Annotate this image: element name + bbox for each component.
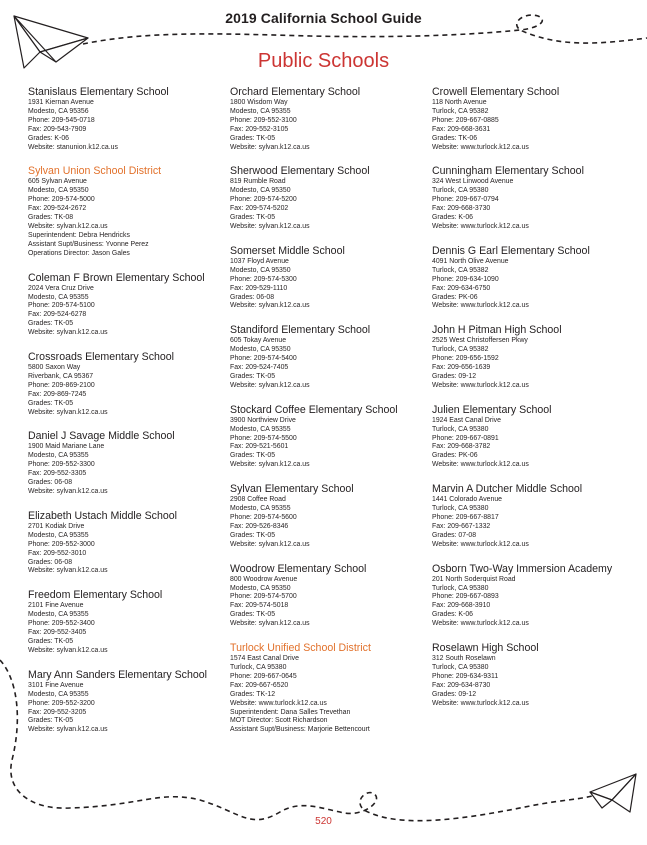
website: Website: www.turlock.k12.ca.us	[432, 540, 529, 548]
street-address: 819 Rumble Road	[230, 178, 286, 186]
staff-contact: Operations Director: Jason Gales	[28, 249, 130, 257]
school-name: John H Pitman High School	[432, 324, 562, 337]
grade-range: Grades: K-06	[432, 214, 473, 222]
school-name: Dennis G Earl Elementary School	[432, 244, 590, 257]
phone-number: Phone: 209-574-5400	[230, 355, 297, 363]
school-entry	[28, 510, 228, 576]
website: Website: sylvan.k12.ca.us	[28, 646, 108, 654]
school-entry	[230, 165, 430, 231]
school-entry	[432, 86, 632, 152]
phone-number: Phone: 209-574-5600	[230, 514, 297, 521]
school-name: Coleman F Brown Elementary School	[28, 271, 205, 284]
district-entry	[28, 165, 228, 258]
school-name: Woodrow Elementary School	[230, 562, 367, 575]
fax-number: Fax: 209-552-3205	[28, 708, 87, 716]
grade-range: Grades: TK-05	[28, 399, 74, 407]
grade-range: Grades: 09-12	[432, 690, 477, 698]
grade-range: Grades: K-06	[432, 611, 473, 619]
phone-number: Phone: 209-574-5300	[230, 275, 297, 283]
school-entry	[28, 86, 228, 152]
fax-number: Fax: 209-552-3105	[230, 125, 289, 133]
street-address: 1441 Colorado Avenue	[432, 496, 502, 504]
school-entry	[432, 165, 632, 231]
website: Website: www.turlock.k12.ca.us	[432, 461, 529, 469]
school-name: Mary Ann Sanders Elementary School	[28, 668, 208, 681]
school-column-2	[230, 86, 430, 748]
street-address: 800 Woodrow Avenue	[230, 575, 298, 583]
website: Website: sylvan.k12.ca.us	[230, 143, 310, 151]
grade-range: Grades: 06-08	[28, 558, 73, 566]
website: Website: sylvan.k12.ca.us	[230, 222, 310, 230]
phone-number: Phone: 209-574-5700	[230, 593, 297, 601]
grade-range: Grades: 07-08	[432, 531, 477, 539]
fax-number: Fax: 209-634-6750	[432, 284, 491, 292]
grade-range: Grades: TK-05	[230, 372, 276, 380]
city-state-zip: Turlock, CA 95382	[432, 107, 489, 115]
city-state-zip: Turlock, CA 95382	[432, 346, 489, 354]
district-name: Sylvan Union School District	[28, 165, 162, 178]
school-name: Roselawn High School	[432, 642, 539, 655]
street-address: 1931 Kiernan Avenue	[28, 99, 94, 106]
phone-number: Phone: 209-667-0794	[432, 196, 499, 204]
school-name: Daniel J Savage Middle School	[28, 430, 175, 443]
city-state-zip: Turlock, CA 95380	[432, 425, 489, 433]
district-entry	[230, 642, 430, 735]
grade-range: Grades: TK-05	[230, 611, 276, 619]
school-entry	[28, 351, 228, 417]
city-state-zip: Riverbank, CA 95367	[28, 372, 94, 380]
website: Website: sylvan.k12.ca.us	[230, 302, 310, 310]
school-name: Orchard Elementary School	[230, 86, 361, 98]
phone-number: Phone: 209-634-1090	[432, 275, 499, 283]
city-state-zip: Turlock, CA 95382	[432, 266, 489, 274]
street-address: 605 Tokay Avenue	[230, 337, 287, 345]
street-address: 2701 Kodiak Drive	[28, 522, 85, 530]
school-entry	[432, 404, 632, 470]
phone-number: Phone: 209-869-2100	[28, 381, 95, 389]
fax-number: Fax: 209-524-7405	[230, 364, 289, 372]
website: Website: www.turlock.k12.ca.us	[432, 381, 529, 389]
grade-range: Grades: TK-05	[28, 320, 74, 328]
street-address: 1800 Wisdom Way	[230, 99, 288, 106]
website: Website: www.turlock.k12.ca.us	[432, 302, 529, 310]
fax-number: Fax: 209-524-2672	[28, 205, 87, 213]
street-address: 312 South Roselawn	[432, 655, 496, 663]
city-state-zip: Turlock, CA 95380	[230, 663, 287, 671]
street-address: 2101 Fine Avenue	[28, 602, 84, 610]
website: Website: stanunion.k12.ca.us	[28, 143, 118, 151]
grade-range: Grades: PK-06	[432, 452, 478, 460]
school-name: Standiford Elementary School	[230, 324, 371, 337]
fax-number: Fax: 209-543-7909	[28, 125, 87, 133]
city-state-zip: Turlock, CA 95380	[432, 187, 489, 195]
street-address: 2525 West Christoffersen Pkwy	[432, 337, 528, 345]
city-state-zip: Modesto, CA 95355	[28, 690, 89, 698]
phone-number: Phone: 209-552-3400	[28, 620, 95, 628]
fax-number: Fax: 209-552-3305	[28, 470, 87, 478]
website: Website: sylvan.k12.ca.us	[230, 381, 310, 389]
grade-range: Grades: TK-12	[230, 690, 276, 698]
school-entry	[230, 324, 430, 390]
staff-contact: Superintendent: Debra Hendricks	[28, 231, 130, 239]
fax-number: Fax: 209-667-6520	[230, 681, 289, 689]
school-entry	[432, 642, 632, 708]
staff-contact: Assistant Supt/Business: Marjorie Bettencourt	[230, 726, 370, 734]
school-column-3	[432, 86, 632, 722]
school-name: Stanislaus Elementary School	[28, 86, 169, 98]
fax-number: Fax: 209-552-3010	[28, 549, 87, 557]
school-entry	[230, 483, 430, 549]
school-entry	[28, 430, 228, 496]
city-state-zip: Turlock, CA 95380	[432, 663, 489, 671]
website: Website: sylvan.k12.ca.us	[28, 726, 108, 734]
grade-range: Grades: K-06	[28, 134, 69, 142]
school-name: Freedom Elementary School	[28, 589, 163, 602]
fax-number: Fax: 209-667-1332	[432, 522, 491, 530]
city-state-zip: Modesto, CA 95355	[28, 293, 89, 301]
street-address: 1037 Floyd Avenue	[230, 257, 289, 265]
fax-number: Fax: 209-869-7245	[28, 390, 87, 398]
grade-range: Grades: TK-05	[230, 452, 276, 460]
fax-number: Fax: 209-521-5601	[230, 443, 289, 451]
school-entry	[28, 589, 228, 655]
phone-number: Phone: 209-574-5000	[28, 196, 95, 204]
school-name: Crowell Elementary School	[432, 86, 560, 98]
grade-range: Grades: 09-12	[432, 372, 477, 380]
grade-range: Grades: PK-06	[432, 293, 478, 301]
city-state-zip: Modesto, CA 95350	[230, 187, 291, 195]
staff-contact: MOT Director: Scott Richardson	[230, 717, 328, 725]
phone-number: Phone: 209-667-0885	[432, 116, 499, 124]
fax-number: Fax: 209-524-6278	[28, 311, 87, 319]
website: Website: www.turlock.k12.ca.us	[432, 143, 529, 151]
website: Website: www.turlock.k12.ca.us	[432, 699, 529, 707]
school-entry	[432, 483, 632, 549]
website: Website: sylvan.k12.ca.us	[28, 222, 108, 230]
school-entry	[432, 324, 632, 390]
street-address: 1574 East Canal Drive	[230, 655, 299, 663]
school-name: Elizabeth Ustach Middle School	[28, 509, 177, 522]
school-entry	[230, 404, 430, 470]
school-name: Crossroads Elementary School	[28, 351, 175, 364]
website: Website: sylvan.k12.ca.us	[28, 408, 108, 416]
school-name: Somerset Middle School	[230, 244, 345, 257]
city-state-zip: Modesto, CA 95350	[230, 266, 291, 274]
website: Website: sylvan.k12.ca.us	[28, 329, 108, 337]
website: Website: sylvan.k12.ca.us	[28, 567, 108, 575]
school-name: Cunningham Elementary School	[432, 165, 584, 178]
street-address: 1924 East Canal Drive	[432, 416, 501, 424]
phone-number: Phone: 209-552-3100	[230, 116, 297, 124]
city-state-zip: Modesto, CA 95355	[28, 452, 89, 460]
street-address: 2024 Vera Cruz Drive	[28, 284, 94, 292]
section-title: Public Schools	[257, 50, 390, 72]
street-address: 201 North Soderquist Road	[432, 575, 516, 583]
city-state-zip: Turlock, CA 95380	[432, 584, 489, 592]
city-state-zip: Turlock, CA 95380	[432, 505, 489, 513]
grade-range: Grades: TK-05	[28, 717, 74, 725]
street-address: 5800 Saxon Way	[28, 364, 81, 372]
school-name: Marvin A Dutcher Middle School	[432, 483, 583, 496]
school-name: Stockard Coffee Elementary School	[230, 403, 398, 416]
website: Website: sylvan.k12.ca.us	[28, 488, 108, 495]
school-entry	[28, 669, 228, 735]
phone-number: Phone: 209-552-3300	[28, 461, 95, 469]
school-name: Osborn Two-Way Immersion Academy	[432, 562, 613, 575]
phone-number: Phone: 209-667-0893	[432, 593, 499, 601]
city-state-zip: Modesto, CA 95350	[230, 584, 291, 592]
phone-number: Phone: 209-634-9311	[432, 672, 499, 680]
city-state-zip: Modesto, CA 95350	[230, 346, 291, 354]
fax-number: Fax: 209-668-3631	[432, 125, 491, 133]
phone-number: Phone: 209-574-5200	[230, 196, 297, 204]
school-entry	[230, 563, 430, 629]
school-entry	[28, 272, 228, 338]
website: Website: www.turlock.k12.ca.us	[230, 699, 327, 707]
grade-range: Grades: TK-05	[28, 637, 74, 645]
phone-number: Phone: 209-667-8817	[432, 514, 499, 521]
street-address: 3900 Northview Drive	[230, 416, 296, 424]
phone-number: Phone: 209-656-1592	[432, 355, 499, 363]
paper-plane-icon	[590, 774, 636, 812]
phone-number: Phone: 209-667-0645	[230, 672, 297, 680]
website: Website: www.turlock.k12.ca.us	[432, 222, 529, 230]
school-name: Julien Elementary School	[432, 403, 552, 416]
grade-range: Grades: TK-08	[28, 214, 74, 222]
city-state-zip: Modesto, CA 95356	[28, 107, 89, 115]
school-column-1	[28, 86, 228, 748]
fax-number: Fax: 209-668-3730	[432, 205, 491, 213]
street-address: 1900 Maid Mariane Lane	[28, 443, 105, 451]
fax-number: Fax: 209-574-5202	[230, 205, 289, 213]
fax-number: Fax: 209-529-1110	[230, 284, 288, 292]
street-address: 118 North Avenue	[432, 99, 487, 106]
street-address: 324 West Linwood Avenue	[432, 178, 514, 186]
phone-number: Phone: 209-552-3000	[28, 540, 95, 548]
city-state-zip: Modesto, CA 95355	[230, 425, 291, 433]
school-entry	[432, 563, 632, 629]
staff-contact: Superintendent: Dana Salles Trevethan	[230, 708, 351, 716]
fax-number: Fax: 209-634-8730	[432, 681, 491, 689]
city-state-zip: Modesto, CA 95355	[28, 531, 89, 539]
school-name: Sherwood Elementary School	[230, 165, 370, 178]
fax-number: Fax: 209-668-3910	[432, 602, 491, 610]
grade-range: Grades: 06-08	[28, 479, 73, 487]
website: Website: sylvan.k12.ca.us	[230, 461, 310, 469]
street-address: 3101 Fine Avenue	[28, 681, 84, 689]
grade-range: Grades: TK-06	[432, 134, 478, 142]
grade-range: Grades: TK-05	[230, 134, 276, 142]
grade-range: Grades: 06-08	[230, 293, 275, 301]
phone-number: Phone: 209-574-5500	[230, 434, 297, 442]
phone-number: Phone: 209-545-0718	[28, 116, 95, 124]
city-state-zip: Modesto, CA 95355	[230, 505, 291, 513]
city-state-zip: Modesto, CA 95355	[230, 107, 291, 115]
street-address: 4091 North Olive Avenue	[432, 257, 509, 265]
phone-number: Phone: 209-574-5100	[28, 302, 95, 310]
school-entry	[230, 245, 430, 311]
staff-contact: Assistant Supt/Business: Yvonne Perez	[28, 240, 149, 248]
grade-range: Grades: TK-05	[230, 214, 276, 222]
school-entry	[432, 245, 632, 311]
fax-number: Fax: 209-668-3782	[432, 443, 491, 451]
guide-title: 2019 California School Guide	[225, 10, 422, 26]
page-number: 520	[315, 816, 332, 827]
street-address: 2908 Coffee Road	[230, 496, 286, 504]
school-name: Sylvan Elementary School	[230, 483, 354, 496]
city-state-zip: Modesto, CA 95350	[28, 187, 89, 195]
city-state-zip: Modesto, CA 95355	[28, 611, 89, 619]
website: Website: www.turlock.k12.ca.us	[432, 620, 529, 628]
phone-number: Phone: 209-667-0891	[432, 434, 499, 442]
fax-number: Fax: 209-574-5018	[230, 602, 289, 610]
website: Website: sylvan.k12.ca.us	[230, 540, 310, 548]
fax-number: Fax: 209-526-8346	[230, 522, 289, 530]
grade-range: Grades: TK-05	[230, 531, 276, 539]
website: Website: sylvan.k12.ca.us	[230, 620, 310, 628]
fax-number: Fax: 209-552-3405	[28, 629, 87, 637]
phone-number: Phone: 209-552-3200	[28, 699, 95, 707]
street-address: 605 Sylvan Avenue	[28, 178, 87, 186]
district-name: Turlock Unified School District	[230, 642, 371, 655]
fax-number: Fax: 209-656-1639	[432, 364, 491, 372]
school-entry	[230, 86, 430, 152]
